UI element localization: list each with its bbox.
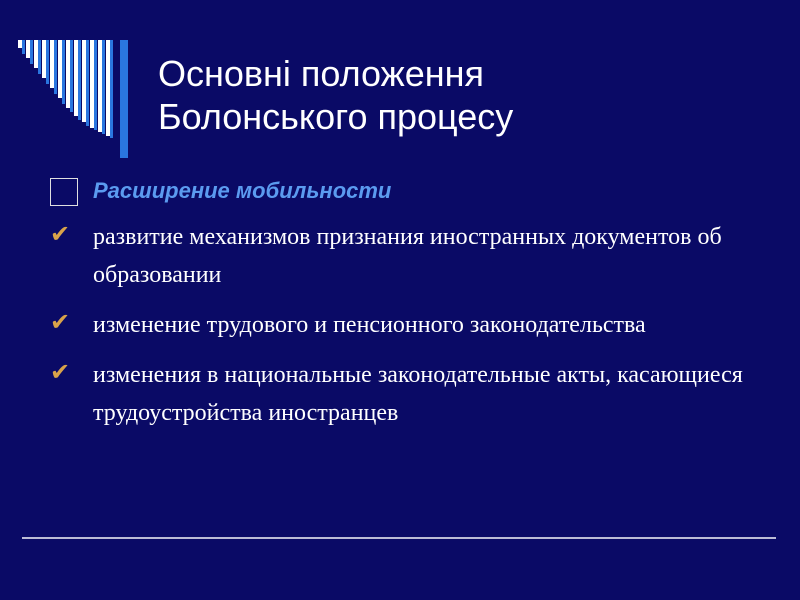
list-item bbox=[50, 356, 770, 432]
list-item bbox=[50, 218, 770, 294]
checkmark-icon: ✔ bbox=[50, 358, 71, 386]
list-item-text: изменение трудового и пенсионного законодательства bbox=[93, 312, 646, 338]
list-heading bbox=[50, 176, 770, 206]
list-item-text: изменения в национальные законодательные акты, касающиеся трудоустройства иностранцев bbox=[93, 362, 743, 426]
list-heading-text: Расширение мобильности bbox=[93, 178, 392, 203]
slide-title-line-1: Основні положення bbox=[158, 53, 485, 94]
list-item-text: развитие механизмов признания иностранных документов об образовании bbox=[93, 224, 722, 288]
footer-divider bbox=[22, 537, 776, 539]
list-item bbox=[50, 306, 770, 344]
slide-title-line-2: Болонського процесу bbox=[158, 96, 514, 137]
checkmark-icon: ✔ bbox=[50, 220, 71, 248]
checkmark-icon: ✔ bbox=[50, 308, 71, 336]
vertical-stripes-decoration bbox=[0, 0, 140, 160]
square-outline-icon bbox=[50, 178, 78, 206]
slide-title bbox=[158, 52, 778, 138]
bullet-list bbox=[50, 176, 770, 444]
